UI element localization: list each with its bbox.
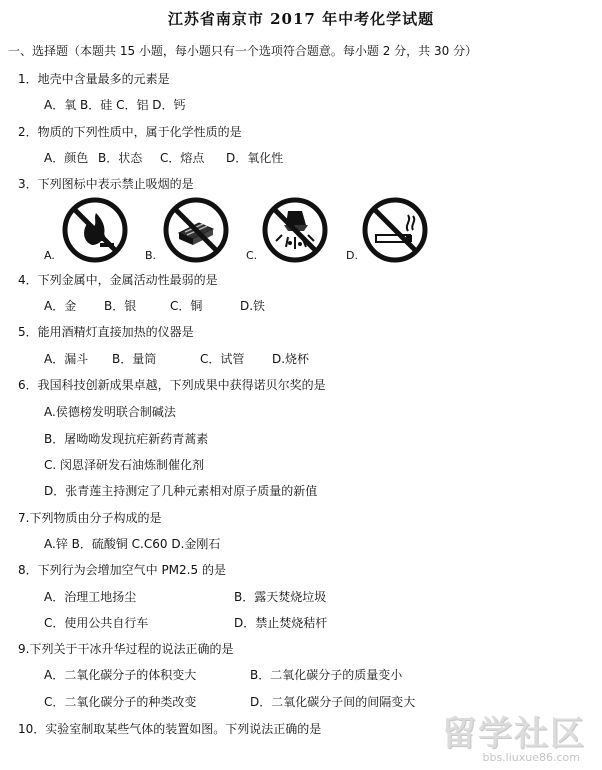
question-5-option-d: D.烧杯 [272, 352, 310, 366]
question-8-option-c: C．使用公共自行车 [44, 616, 149, 630]
question-2-option-a: A．颜色 [44, 151, 89, 165]
question-4-option-b: B．银 [104, 299, 137, 313]
watermark [422, 706, 592, 764]
no-matches-icon [163, 197, 233, 263]
question-6-option-d: D．张青莲主持测定了几种元素相对原子质量的新值 [44, 484, 318, 498]
page-title: 江苏省南京市 2017 年中考化学试题 [167, 10, 435, 28]
question-1-stem: 1．地壳中含量最多的元素是 [18, 72, 170, 86]
question-3-option-a: A. [44, 249, 55, 262]
question-9-stem: 9.下列关于干冰升华过程的说法正确的是 [18, 642, 234, 656]
question-8-option-b: B．露天焚烧垃圾 [234, 590, 327, 604]
question-2-option-c: C．熔点 [160, 151, 205, 165]
watermark-text: 留学社区 [442, 714, 586, 754]
question-3-option-d: D. [346, 249, 358, 262]
question-8-stem: 8．下列行为会增加空气中 PM2.5 的是 [18, 563, 226, 577]
question-5-option-b: B．量筒 [112, 352, 157, 366]
question-6-stem: 6．我国科技创新成果卓越，下列成果中获得诺贝尔奖的是 [18, 378, 326, 392]
question-4-option-a: A．金 [44, 299, 77, 313]
question-9-option-a: A．二氧化碳分子的体积变大 [44, 668, 197, 682]
question-3-stem: 3．下列图标中表示禁止吸烟的是 [18, 177, 194, 191]
question-7-options: A.锌 B．硫酸铜 C.C60 D.金刚石 [44, 537, 221, 551]
question-6-option-a: A.侯德榜发明联合制碱法 [44, 405, 176, 419]
question-5-option-c: C．试管 [200, 352, 245, 366]
question-7-stem: 7.下列物质由分子构成的是 [18, 511, 162, 525]
watermark-url: bbs.liuxue86.com [482, 751, 580, 764]
no-smoking-icon [362, 197, 432, 263]
question-3-icon-row [0, 197, 602, 267]
section-heading: 一、选择题（本题共 15 小题，每小题只有一个选项符合题意。每小题 2 分，共 30 分） [8, 44, 478, 58]
question-5-stem: 5．能用酒精灯直接加热的仪器是 [18, 325, 194, 339]
question-6-option-b: B．屠呦呦发现抗疟新药青蒿素 [44, 432, 209, 446]
question-8-option-a: A．治理工地扬尘 [44, 590, 137, 604]
no-open-flame-icon [62, 197, 132, 263]
question-2-option-b: B．状态 [98, 151, 143, 165]
question-9-option-c: C．二氧化碳分子的种类改变 [44, 695, 197, 709]
question-3-option-c: C. [246, 249, 258, 262]
question-3-option-b: B. [145, 249, 157, 262]
question-2-stem: 2．物质的下列性质中，属于化学性质的是 [18, 125, 242, 139]
question-9-option-d: D．二氧化碳分子间的间隔变大 [250, 695, 416, 709]
question-8-option-d: D．禁止焚烧秸杆 [234, 616, 328, 630]
question-5-option-a: A．漏斗 [44, 352, 89, 366]
no-fireworks-icon [262, 197, 332, 263]
question-9-option-b: B．二氧化碳分子的质量变小 [250, 668, 403, 682]
question-4-stem: 4．下列金属中，金属活动性最弱的是 [18, 273, 218, 287]
question-6-option-c: C. 闵恩泽研发石油炼制催化剂 [44, 458, 205, 472]
question-4-option-c: C．铜 [170, 299, 203, 313]
question-4-option-d: D.铁 [240, 299, 266, 313]
question-1-options: A．氧 B．硅 C．铝 D．钙 [44, 98, 186, 112]
question-10-stem: 10．实验室制取某些气体的装置如图。下列说法正确的是 [18, 722, 322, 736]
question-2-option-d: D．氧化性 [226, 151, 284, 165]
